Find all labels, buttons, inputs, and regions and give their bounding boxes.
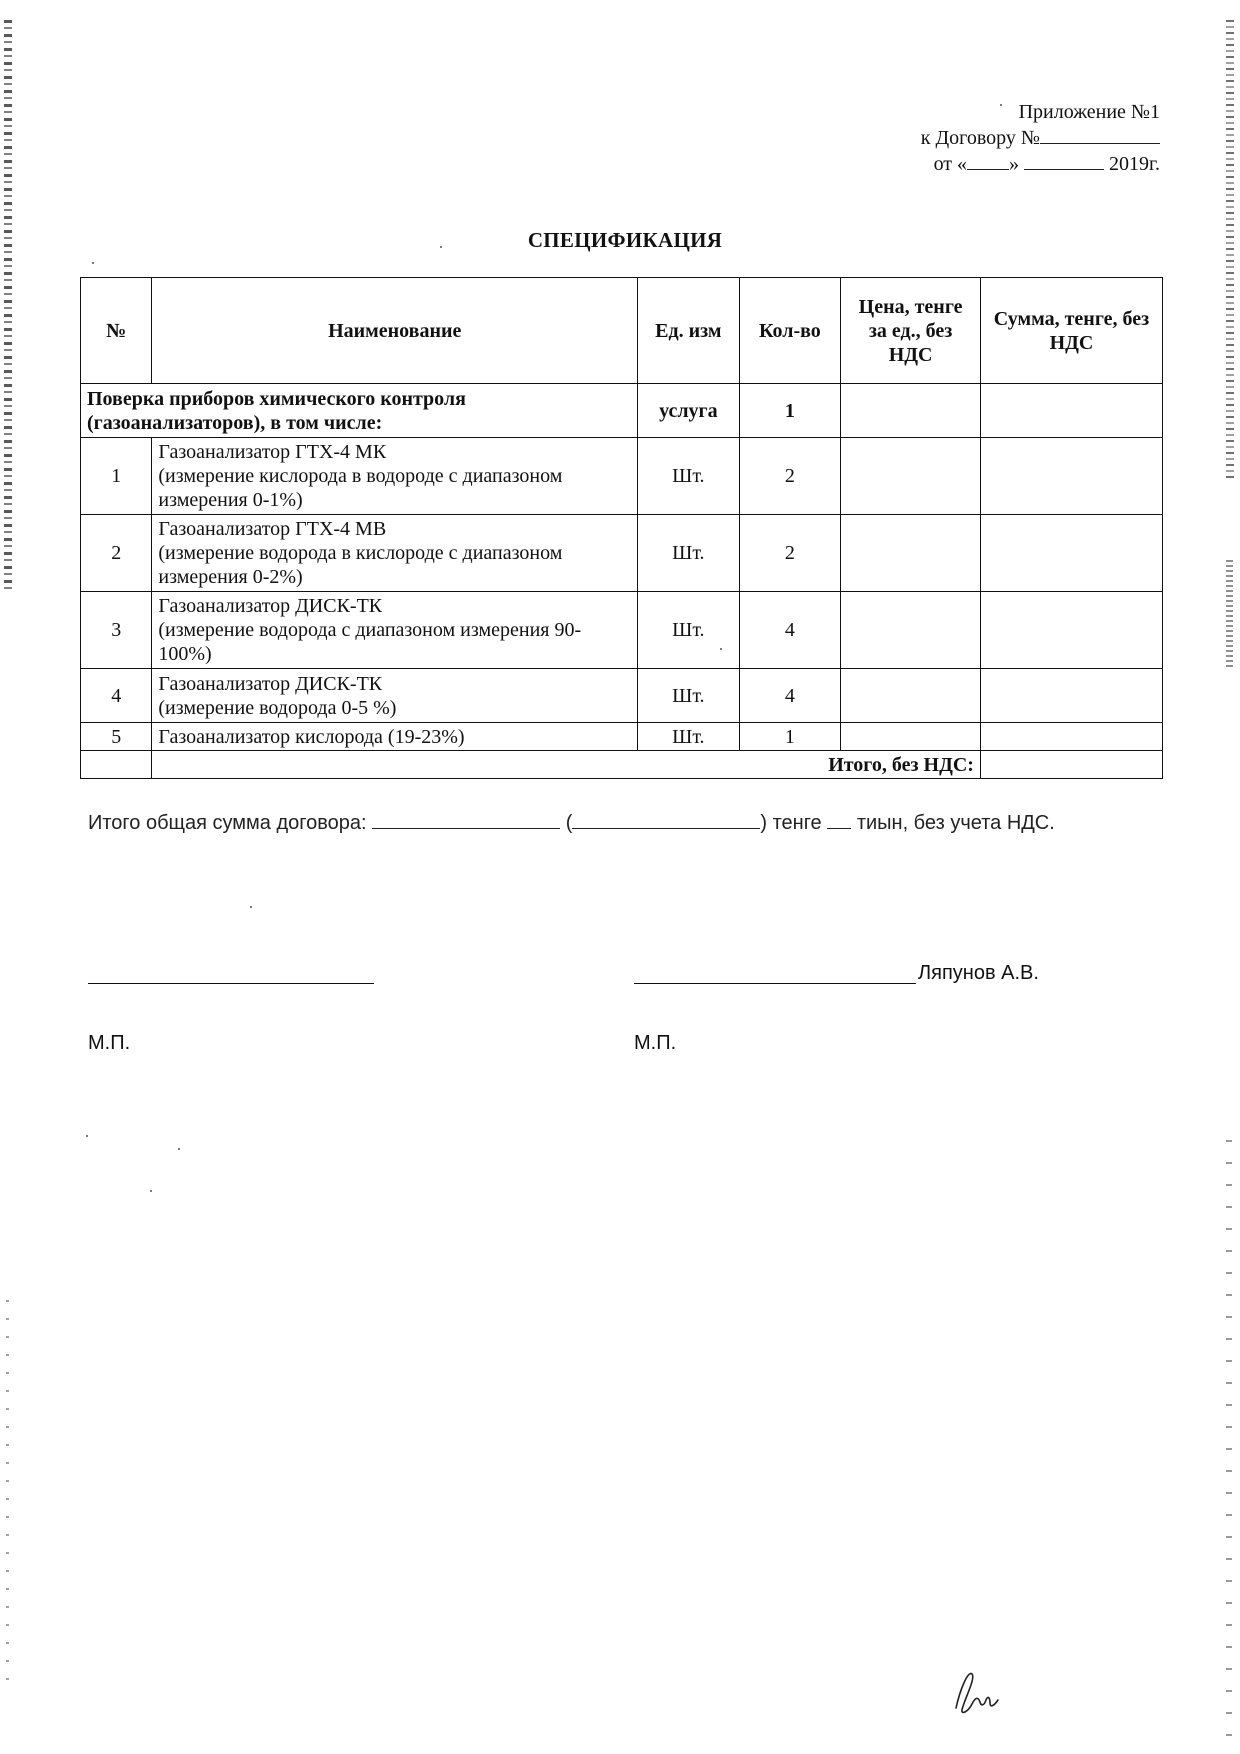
row-sum-cell: [980, 723, 1162, 751]
row-name-line: Газоанализатор ДИСК-ТК: [158, 595, 383, 617]
tiyn-blank: [827, 810, 851, 829]
row-num: 4: [81, 669, 152, 723]
row-unit: Шт.: [638, 669, 740, 723]
contract-total-line: [88, 810, 1055, 835]
row-name-line: измерения 0-2%): [158, 566, 303, 588]
row-sum-cell: [980, 515, 1162, 592]
row-sum-cell: [980, 438, 1162, 515]
row-price-cell: [841, 592, 981, 669]
header-unit: Ед. изм: [638, 278, 740, 384]
date-month-blank: [1024, 151, 1104, 170]
group-name: Поверка приборов химического контроля (газоанализаторов), в том числе:: [81, 384, 638, 438]
total-words-blank: [572, 810, 760, 829]
row-name: [152, 515, 638, 592]
contract-number-blank: [1040, 125, 1160, 144]
table-row: [81, 592, 1163, 669]
annex-date-mid: »: [1009, 153, 1020, 175]
row-unit: Шт.: [638, 515, 740, 592]
row-qty: 2: [739, 438, 841, 515]
scan-edge-right-middle: [1226, 560, 1233, 670]
group-price-cell: [841, 384, 981, 438]
stamp-place-left: М.П.: [88, 1032, 131, 1054]
table-row: [81, 438, 1163, 515]
scan-speck: [150, 1190, 152, 1192]
row-qty: 1: [739, 723, 841, 751]
header-sum: Сумма, тенге, без НДС: [980, 278, 1162, 384]
customer-signature-line: [88, 982, 374, 984]
total-label: Итого, без НДС:: [152, 751, 981, 779]
scan-speck: [720, 648, 722, 650]
row-name-line: (измерение водорода в кислороде с диапазоном: [158, 542, 563, 564]
total-sum-cell: [980, 751, 1162, 779]
table-row: [81, 515, 1163, 592]
annex-contract-prefix: к Договору №: [920, 127, 1040, 149]
annex-contract-line: [921, 125, 1160, 151]
scan-speck: [440, 246, 442, 248]
group-qty: 1: [739, 384, 841, 438]
row-num: 1: [81, 438, 152, 515]
row-unit: Шт.: [638, 592, 740, 669]
row-name-line: (измерение водорода с диапазоном измерения 90-: [158, 619, 582, 641]
document-title: СПЕЦИФИКАЦИЯ: [527, 228, 723, 252]
row-sum-cell: [980, 592, 1162, 669]
table-row: [81, 723, 1163, 751]
annex-header: [921, 100, 1160, 177]
row-name-line: Газоанализатор ДИСК-ТК: [158, 672, 383, 695]
row-name-line: (измерение кислорода в водороде с диапазоном: [158, 465, 563, 487]
scan-edge-right-lower: [1226, 1140, 1232, 1740]
header-num: №: [81, 278, 152, 384]
scan-speck: [92, 262, 94, 264]
date-day-blank: [967, 151, 1009, 170]
total-row: [81, 751, 1163, 779]
row-price-cell: [841, 669, 981, 723]
scan-speck: [1000, 104, 1002, 106]
specification-table: [80, 277, 1163, 779]
header-price: Цена, тенге за ед., без НДС: [841, 278, 981, 384]
row-unit: Шт.: [638, 438, 740, 515]
summary-open-paren: (: [565, 812, 573, 834]
row-qty: 4: [739, 592, 841, 669]
header-qty: Кол-во: [739, 278, 841, 384]
handwritten-initials: [950, 1660, 1010, 1720]
row-name: [152, 438, 638, 515]
group-sum-cell: [980, 384, 1162, 438]
scan-edge-left-lower: [6, 1300, 9, 1680]
row-num: 5: [81, 723, 152, 751]
row-sum-cell: [980, 669, 1162, 723]
row-name-line: Газоанализатор ГТХ-4 МК: [158, 441, 387, 463]
scan-speck: [178, 1148, 180, 1150]
scan-edge-left: [4, 20, 12, 590]
row-name: Газоанализатор кислорода (19-23%): [152, 723, 638, 751]
summary-close-paren: ) тенге: [760, 812, 822, 834]
header-name: Наименование: [152, 278, 638, 384]
annex-date-prefix: от «: [933, 153, 968, 175]
annex-title: Приложение №1: [1018, 101, 1160, 123]
row-name-line: измерения 0-1%): [158, 489, 303, 511]
row-price-cell: [841, 438, 981, 515]
row-qty: 2: [739, 515, 841, 592]
total-amount-blank: [372, 810, 560, 829]
group-unit: услуга: [638, 384, 740, 438]
contractor-signature-line: [634, 982, 916, 984]
row-name-line: (измерение водорода 0-5 %): [158, 696, 397, 719]
row-name: [152, 592, 638, 669]
row-num: 2: [81, 515, 152, 592]
annex-date-year: 2019г.: [1109, 153, 1160, 175]
row-price-cell: [841, 515, 981, 592]
stamp-place-right: М.П.: [634, 1032, 677, 1054]
summary-suffix: тиын, без учета НДС.: [856, 812, 1055, 834]
row-name: [152, 669, 638, 723]
group-row: [81, 384, 1163, 438]
row-qty: 4: [739, 669, 841, 723]
total-num-cell: [81, 751, 152, 779]
table-header-row: [81, 278, 1163, 384]
scan-speck: [86, 1135, 88, 1137]
summary-prefix: Итого общая сумма договора:: [88, 812, 367, 834]
annex-date-line: [921, 151, 1160, 177]
row-num: 3: [81, 592, 152, 669]
table-row: [81, 669, 1163, 723]
scan-speck: [250, 906, 252, 908]
signatory-name: Ляпунов А.В.: [918, 962, 1039, 984]
row-name-line: Газоанализатор ГТХ-4 МВ: [158, 518, 387, 540]
row-price-cell: [841, 723, 981, 751]
row-unit: Шт.: [638, 723, 740, 751]
row-name-line: 100%): [158, 643, 212, 665]
